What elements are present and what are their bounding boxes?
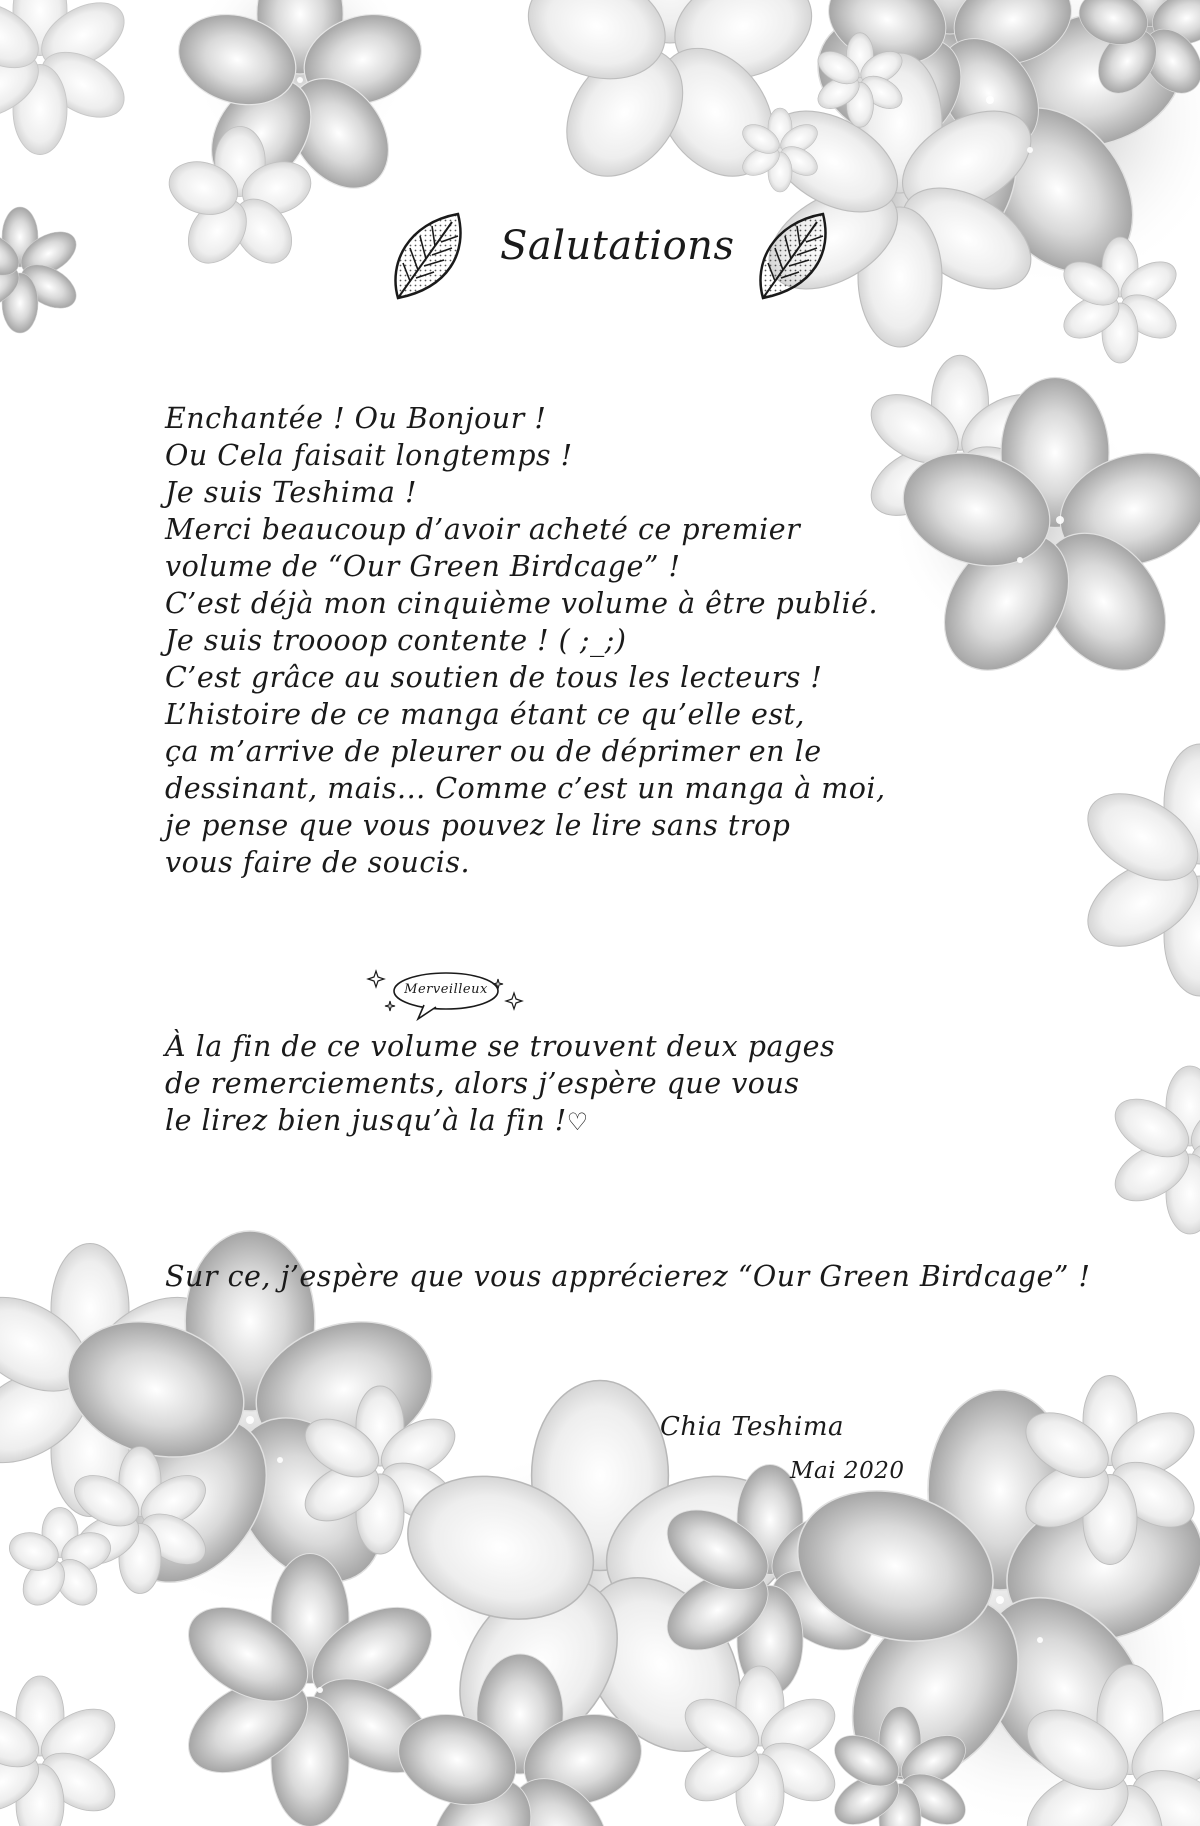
- sparkle-icon: [506, 993, 522, 1009]
- intro-line: L’histoire de ce manga étant ce qu’elle est,: [165, 698, 805, 731]
- heart-icon: ♡: [566, 1108, 589, 1136]
- leaf-icon: [753, 208, 835, 306]
- date: Mai 2020: [790, 1458, 905, 1484]
- intro-line: je pense que vous pouvez le lire sans trop: [165, 809, 791, 842]
- intro-line: Je suis Teshima !: [165, 476, 417, 509]
- closing-line: [165, 1102, 835, 1141]
- page-title: Salutations: [500, 223, 735, 269]
- sparkle-icon: [368, 971, 384, 987]
- closing-line: À la fin de ce volume se trouvent deux pages: [165, 1030, 836, 1063]
- intro-line: Merci beaucoup d’avoir acheté ce premier: [165, 513, 801, 546]
- closing-line-text: le lirez bien jusqu’à la fin !: [165, 1104, 567, 1137]
- closing-line: de remerciements, alors j’espère que vous: [165, 1067, 800, 1100]
- intro-line: C’est grâce au soutien de tous les lecteurs !: [165, 661, 823, 694]
- sparkle-icon: [385, 1001, 395, 1011]
- intro-paragraph: [165, 400, 886, 881]
- signature: Chia Teshima: [660, 1412, 844, 1442]
- intro-line: volume de “Our Green Birdcage” !: [165, 550, 681, 583]
- intro-line: Enchantée ! Ou Bonjour !: [165, 402, 547, 435]
- intro-line: ça m’arrive de pleurer ou de déprimer en le: [165, 735, 822, 768]
- closing-paragraph: [165, 1028, 835, 1141]
- intro-line: C’est déjà mon cinquième volume à être publié.: [165, 587, 879, 620]
- final-line: Sur ce, j’espère que vous apprécierez “Our Green Birdcage” !: [165, 1260, 1091, 1293]
- bubble-label: Merveilleux: [404, 982, 488, 997]
- leaf-icon: [388, 208, 470, 306]
- intro-line: vous faire de soucis.: [165, 846, 471, 879]
- intro-line: Je suis troooop contente ! ( ;_;): [165, 624, 627, 657]
- intro-line: dessinant, mais... Comme c’est un manga à moi,: [165, 772, 886, 805]
- intro-line: Ou Cela faisait longtemps !: [165, 439, 573, 472]
